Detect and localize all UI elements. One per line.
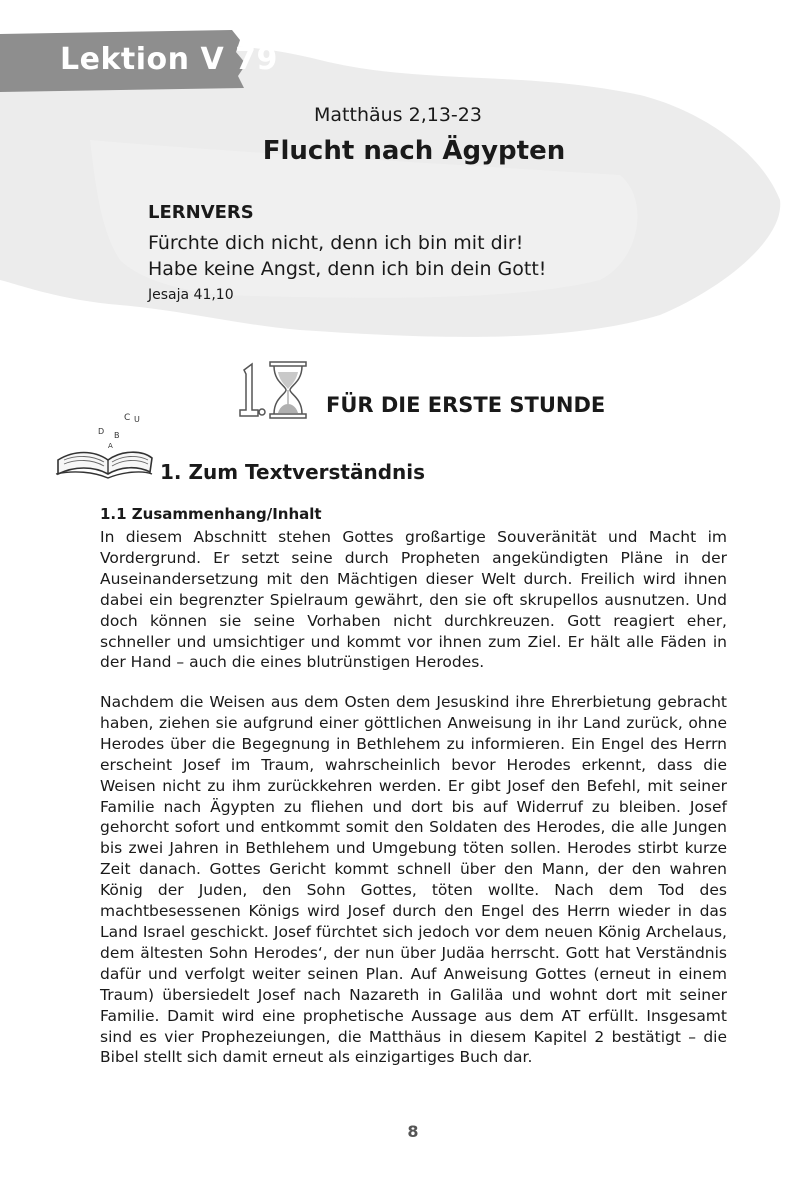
hourglass-icon: [238, 360, 318, 420]
page-number: 8: [407, 1122, 419, 1141]
lernvers-line-2: Habe keine Angst, denn ich bin dein Gott!: [148, 258, 547, 280]
book-letter-4: B: [114, 431, 120, 440]
section-heading: 1. Zum Textverständnis: [160, 460, 426, 484]
lesson-label: Lektion V 79: [60, 42, 278, 77]
paragraph-2: Nachdem die Weisen aus dem Osten dem Jesuskind ihre Ehrerbietung gebracht haben, ziehen sie aufgrund einer göttlichen Anweisung in ihr Land zurück, ohne Herodes über die Begegnung in Bethlehem zu informieren. Ein Engel des Herrn erscheint Josef im Traum, wahrscheinlich bevor Herodes erkennt, dass die Weisen nicht zu ihm zurückkehren werden. Er gibt Josef den Befehl, mit seiner Familie nach Ägypten zu fliehen und dort bis auf Widerruf zu bleiben. Josef gehorcht sofort und entkommt somit den Soldaten des Herodes, die alle Jungen bis zwei Jahren in Bethlehem und Umgebung töten sollen. Herodes stirbt kurze Zeit danach. Gottes Gericht kommt schnell über den Mann, der den wahren König der Juden, den Sohn Gottes, töten wollte. Nach dem Tod des machtbesessenen Königs wird Josef durch den Engel des Herrn wieder in das Land Israel geschickt. Josef fürchtet sich jedoch vor dem neuen König Archelaus, dem ältesten Sohn Herodes‘, der nun über Judäa herrscht. Gott hat Verständnis dafür und verfolgt weiter seinen Plan. Auf Anweisung Gottes (erneut in einem Traum) übersiedelt Josef nach Nazareth in Galiläa und wohnt dort mit seiner Familie. Damit wird eine prophetische Aussage aus dem AT erfüllt. Insgesamt sind es vier Prophezeiungen, die Matthäus in diesem Kapitel 2 bestätigt – die Bibel stellt sich damit erneut als einzigartiges Buch dar.: [100, 693, 727, 1067]
book-letter-5: A: [108, 442, 113, 450]
book-letter-1: C: [124, 413, 131, 423]
session-heading: FÜR DIE ERSTE STUNDE: [326, 393, 606, 417]
lernvers-reference: Jesaja 41,10: [148, 287, 234, 303]
open-book-icon: [54, 410, 154, 482]
subsection-heading: 1.1 Zusammenhang/Inhalt: [100, 505, 322, 523]
book-letter-3: D: [98, 427, 105, 436]
page-title: Flucht nach Ägypten: [262, 136, 566, 166]
lernvers-line-1: Fürchte dich nicht, denn ich bin mit dir!: [148, 232, 524, 254]
scripture-reference: Matthäus 2,13-23: [314, 104, 482, 126]
paragraph-1: In diesem Abschnitt stehen Gottes großartige Souveränität und Macht im Vordergrund. Er setzt seine durch Propheten angekündigten Pläne in der Auseinandersetzung mit den Mächtigen dieser Welt durch. Freilich wird ihnen dabei ein begrenzter Spielraum gewährt, den sie oft skrupellos ausnutzen. Und doch können sie seine Vorhaben nicht durchkreuzen. Gott reagiert eher, schneller und umsichtiger und kommt vor ihnen zum Ziel. Er hält alle Fäden in der Hand – auch die eines blutrünstigen Herodes.: [100, 528, 727, 672]
lernvers-label: LERNVERS: [148, 202, 254, 223]
book-letter-2: U: [134, 415, 140, 424]
